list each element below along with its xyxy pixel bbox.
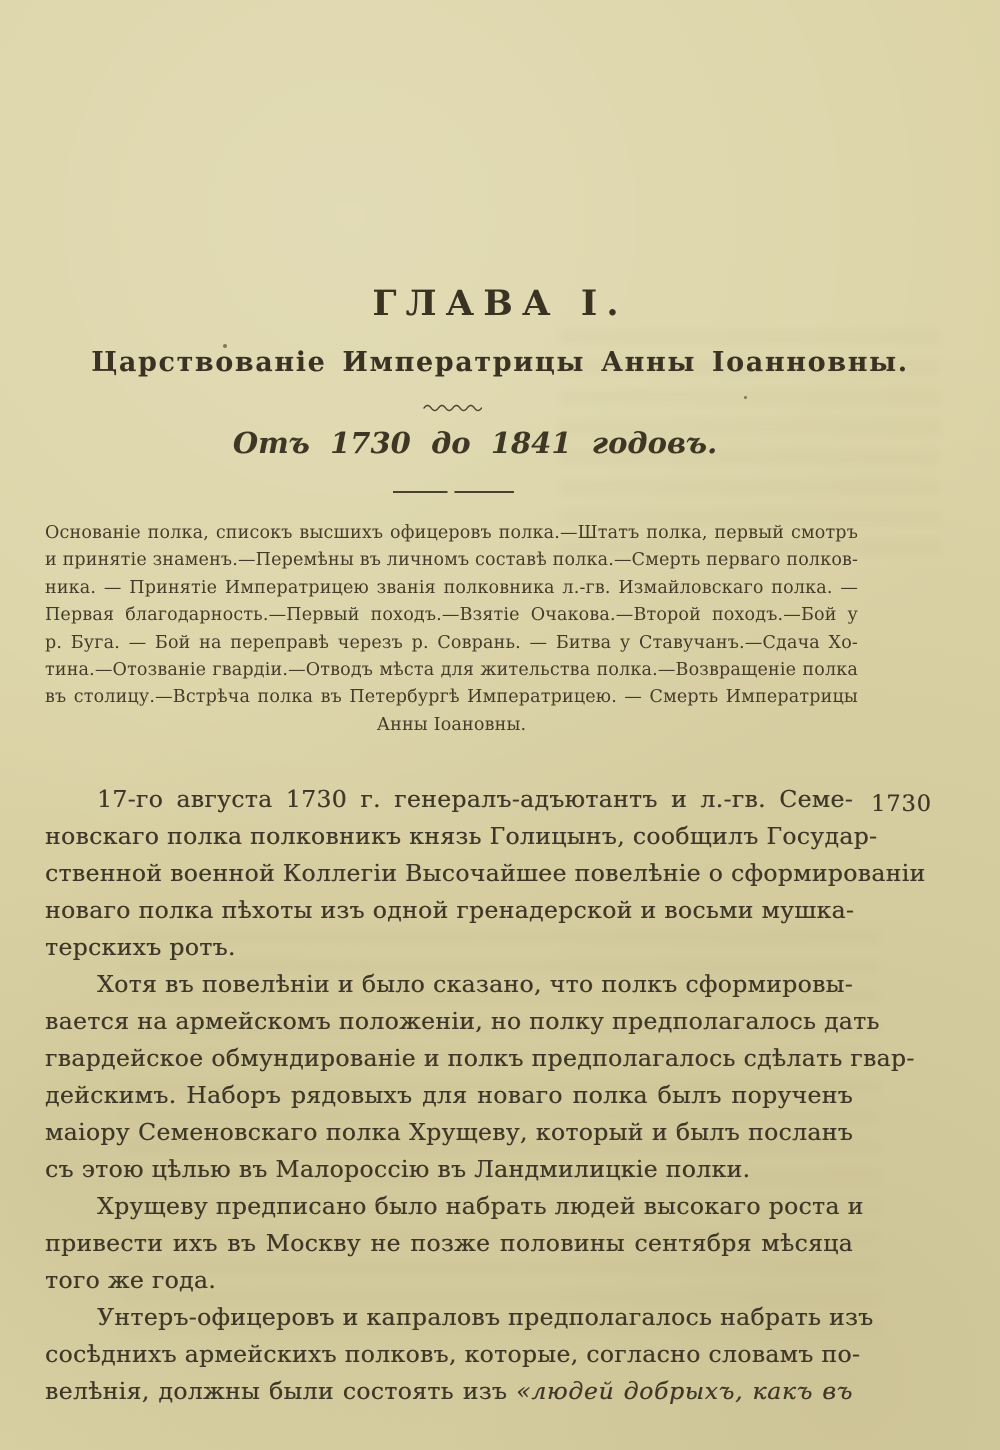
body-line: Унтеръ-офицеровъ и капраловъ предполагалось набрать изъ <box>97 1303 874 1331</box>
body-line: сосѣднихъ армейскихъ полковъ, которые, согласно словамъ по- <box>45 1340 861 1368</box>
body-line: Хотя въ повелѣніи и было сказано, что полкъ сформировы- <box>97 970 853 998</box>
margin-year-note: 1730 <box>871 791 932 817</box>
summary-line: Анны Іоановны. <box>376 714 527 735</box>
summary-line: тина.—Отозваніе гвардіи.—Отводъ мѣста для жительства полка.—Возвращеніе полка <box>45 659 858 680</box>
summary-line: и принятіе знаменъ.—Перемѣны въ личномъ составѣ полка.—Смерть перваго полков- <box>45 550 859 571</box>
body-line: Хрущеву предписано было набрать людей высокаго роста и <box>97 1192 864 1220</box>
body-line: вается на армейскомъ положеніи, но полку предполагалось дать <box>45 1007 880 1035</box>
body-line: терскихъ ротъ. <box>45 933 236 961</box>
section-rule <box>393 491 514 493</box>
body-line: того же года. <box>45 1266 217 1294</box>
summary-line: въ столицу.—Встрѣча полка въ Петербургѣ Императрицею. — Смерть Императрицы <box>45 687 858 708</box>
paragraph <box>45 966 915 1188</box>
chapter-title: ГЛАВА I. <box>372 283 628 324</box>
body-line: дейскимъ. Наборъ рядовыхъ для новаго полка былъ порученъ <box>45 1081 853 1109</box>
summary-line: ника. — Принятіе Императрицею званія полковника л.-гв. Измайловскаго полка. — <box>45 577 858 598</box>
summary-line: Первая благодарность.—Первый походъ.—Взятіе Очакова.—Второй походъ.—Бой у <box>45 605 858 626</box>
squiggle-ornament-icon <box>422 398 482 410</box>
chapter-subtitle: Царствованіе Императрицы Анны Іоанновны. <box>91 347 909 378</box>
body-line: новскаго полка полковникъ князь Голицынъ, сообщилъ Государ- <box>45 822 878 850</box>
quoted-italic-text: «людей добрыхъ, какъ въ <box>516 1377 853 1405</box>
body-line: 17-го августа 1730 г. генералъ-адъютантъ и л.-гв. Семе- <box>97 785 853 813</box>
body-line: велѣнія, должны были состоять изъ «людей добрыхъ, какъ въ <box>45 1377 853 1405</box>
paper-speck <box>744 396 747 399</box>
body-line: новаго полка пѣхоты изъ одной гренадерской и восьми мушка- <box>45 896 855 924</box>
chapter-summary <box>45 520 858 739</box>
paragraph <box>45 781 926 966</box>
body-text <box>45 781 926 1410</box>
body-line: съ этою цѣлью въ Малороссію въ Ландмилицкіе полки. <box>45 1155 751 1183</box>
body-line: маіору Семеновскаго полка Хрущеву, который и былъ посланъ <box>45 1118 853 1146</box>
date-range-line: Отъ 1730 до 1841 годовъ. <box>232 426 718 460</box>
body-line: гвардейское обмундированіе и полкъ предполагалось сдѣлать гвар- <box>45 1044 915 1072</box>
summary-line: Основаніе полка, списокъ высшихъ офицеровъ полка.—Штатъ полка, первый смотръ <box>45 523 858 543</box>
paragraph <box>45 1188 864 1299</box>
body-line: привести ихъ въ Москву не позже половины сентября мѣсяца <box>45 1229 853 1257</box>
paragraph <box>45 1299 874 1410</box>
summary-line: р. Буга. — Бой на переправѣ черезъ р. Соврань. — Битва у Ставучанъ.—Сдача Хо- <box>45 632 858 653</box>
body-line: ственной военной Коллегіи Высочайшее повелѣніе о сформированіи <box>45 859 926 887</box>
